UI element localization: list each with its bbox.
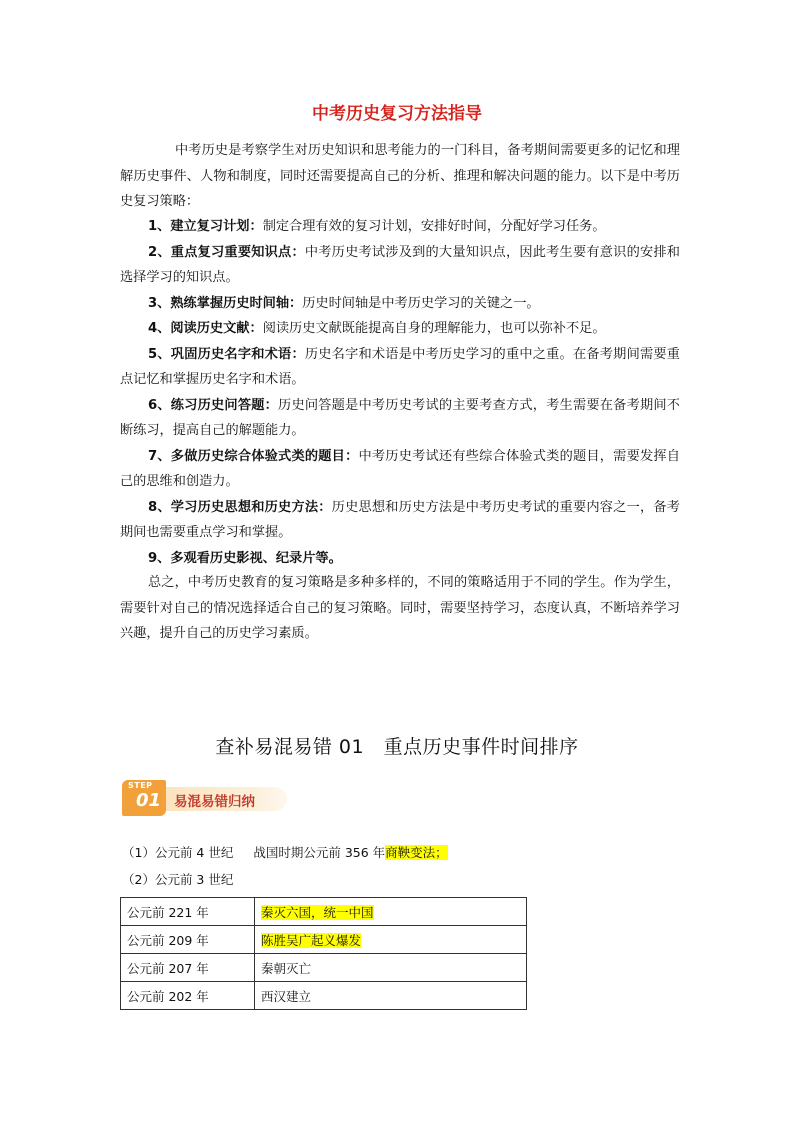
strategy-body: 制定合理有效的复习计划，安排好时间，分配好学习任务。 [262, 219, 606, 234]
strategy-item [120, 342, 680, 393]
century-line-2: （2）公元前 3 世纪 [122, 872, 234, 887]
event-cell [255, 926, 527, 954]
strategy-heading: 1、建立复习计划： [148, 219, 263, 234]
step-number-box [122, 780, 166, 816]
century-line-1 [122, 843, 448, 863]
table-row [121, 982, 527, 1010]
period-text: 战国时期公元前 356 年 [253, 845, 386, 860]
year-cell: 公元前 202 年 [121, 982, 255, 1010]
year-cell: 公元前 209 年 [121, 926, 255, 954]
year-cell: 公元前 207 年 [121, 954, 255, 982]
event-cell [255, 982, 527, 1010]
strategy-heading: 6、练习历史问答题： [148, 397, 279, 413]
event-text: 秦灭六国，统一中国 [261, 904, 374, 920]
highlighted-event: 商鞅变法； [385, 845, 448, 860]
event-table [120, 897, 527, 1010]
strategy-heading: 4、阅读历史文献： [148, 321, 263, 336]
strategy-item [120, 214, 680, 240]
event-cell [255, 898, 527, 926]
strategy-item [120, 393, 680, 444]
strategy-body: 历史名字和术语是中考历史学习的重中之重。在备考期间需要重点记忆和掌握历史名字和术语。 [120, 346, 680, 387]
year-cell: 公元前 221 年 [121, 898, 255, 926]
strategy-body: 历史问答题是中考历史考试的主要考查方式，考生需要在备考期间不断练习，提高自己的解题能力。 [120, 397, 680, 438]
page-title: 中考历史复习方法指导 [312, 104, 482, 124]
step-label: 易混易错归纳 [174, 794, 255, 810]
strategy-body: 中考历史考试涉及到的大量知识点，因此考生要有意识的安排和选择学习的知识点。 [120, 244, 680, 285]
strategy-heading: 2、重点复习重要知识点： [148, 244, 305, 260]
step-number: 01 [136, 790, 162, 811]
event-cell [255, 954, 527, 982]
strategy-heading: 3、熟练掌握历史时间轴： [148, 295, 303, 311]
table-row [121, 926, 527, 954]
century-label: （1）公元前 4 世纪 [122, 845, 234, 860]
strategy-body: 阅读历史文献既能提高自身的理解能力，也可以弥补不足。 [262, 321, 606, 336]
strategy-body: 历史思想和历史方法是中考历史考试的重要内容之一，备考期间也需要重点学习和掌握。 [120, 499, 680, 540]
strategy-item [120, 546, 680, 572]
table-row [121, 898, 527, 926]
strategy-heading: 5、巩固历史名字和术语： [148, 346, 305, 362]
step-word: STEP [128, 781, 153, 790]
event-text: 秦朝灭亡 [261, 960, 312, 976]
section-title: 查补易混易错 01 重点历史事件时间排序 [215, 736, 579, 758]
strategy-item [120, 495, 680, 546]
strategy-item [120, 444, 680, 495]
summary-paragraph: 总之，中考历史教育的复习策略是多种多样的，不同的策略适用于不同的学生。作为学生，需要针对自己的情况选择适合自己的复习策略。同时，需要坚持学习，态度认真，不断培养学习兴趣，提升自己的历史学习素质。 [120, 575, 680, 641]
strategy-list [120, 214, 680, 571]
strategy-body: 历史时间轴是中考历史学习的关键之一。 [302, 295, 540, 311]
event-text: 陈胜吴广起义爆发 [261, 932, 362, 948]
intro-paragraph [120, 138, 680, 215]
strategy-body: 中考历史考试还有些综合体验式类的题目，需要发挥自己的思维和创造力。 [120, 448, 680, 489]
step-badge [122, 780, 287, 816]
strategy-item [120, 316, 680, 342]
intro-text: 中考历史是考察学生对历史知识和思考能力的一门科目，备考期间需要更多的记忆和理解历史事件、人物和制度，同时还需要提高自己的分析、推理和解决问题的能力。以下是中考历史复习策略： [120, 143, 680, 209]
strategy-item [120, 240, 680, 291]
table-row [121, 954, 527, 982]
strategy-heading: 9、多观看历史影视、纪录片等。 [148, 550, 342, 566]
event-text: 西汉建立 [261, 988, 312, 1004]
strategy-heading: 8、学习历史思想和历史方法： [148, 499, 332, 515]
strategy-item [120, 291, 680, 317]
strategy-heading: 7、多做历史综合体验式类的题目： [148, 448, 359, 464]
